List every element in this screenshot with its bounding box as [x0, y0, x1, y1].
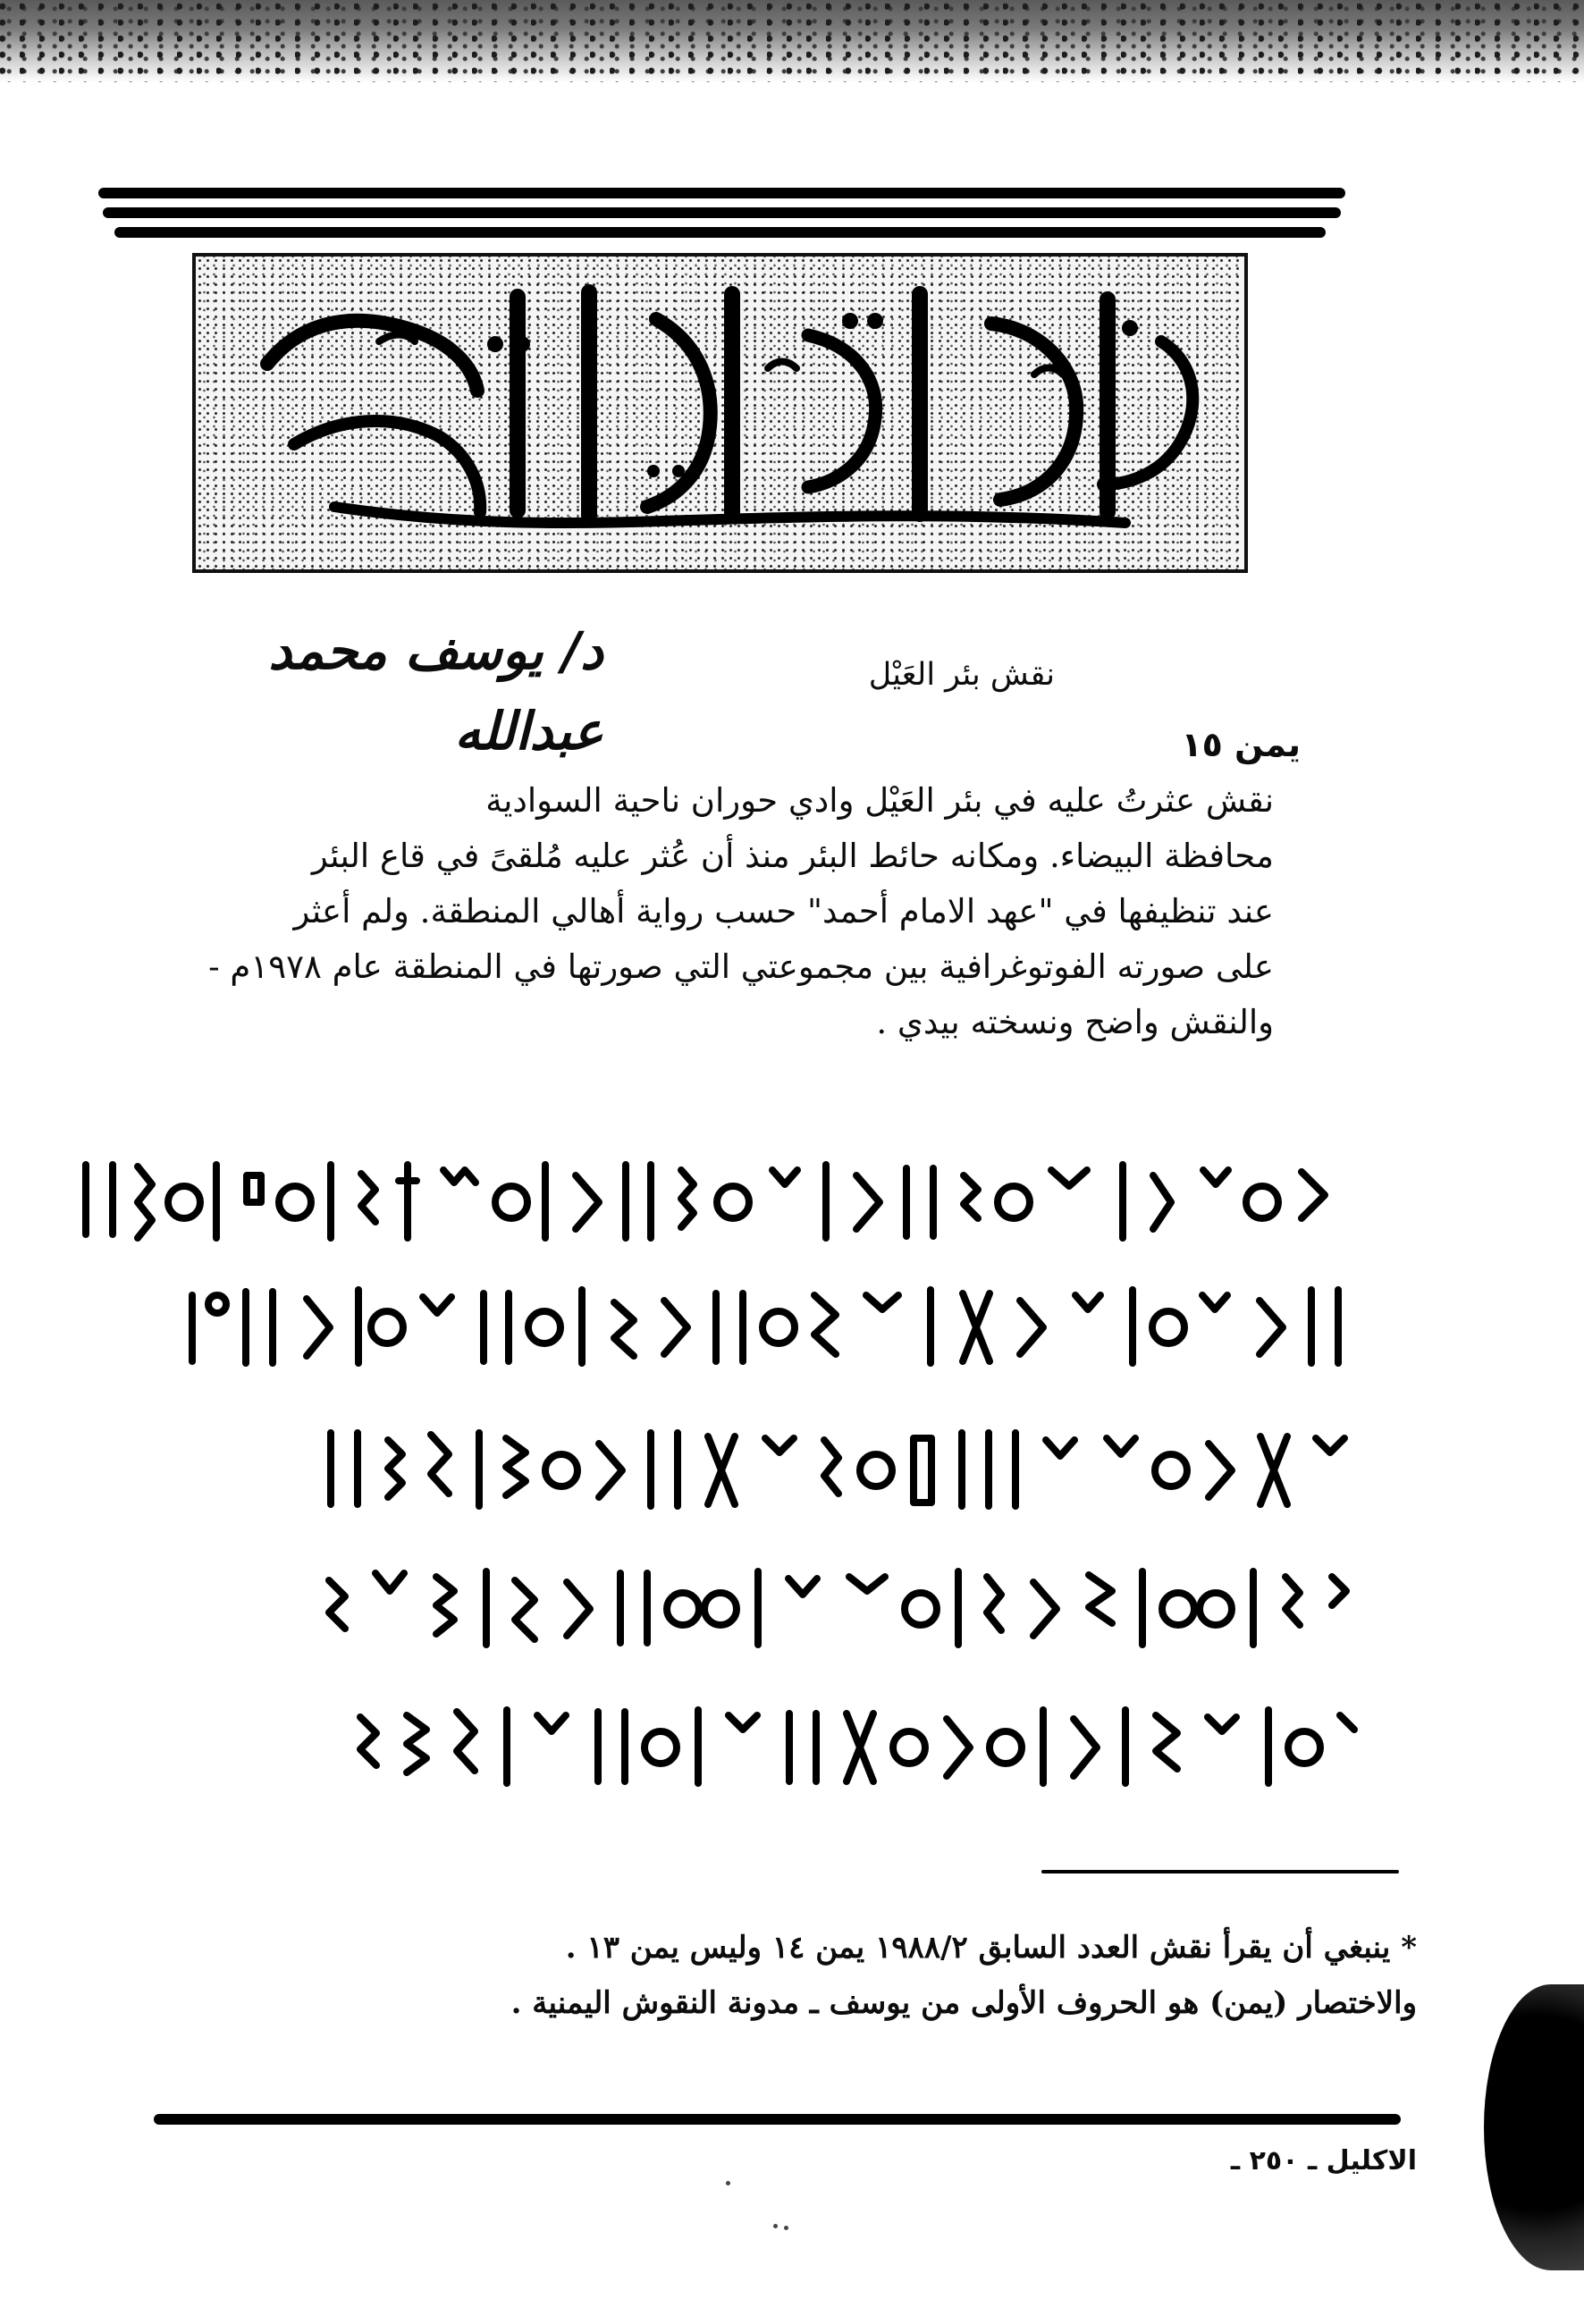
body-line: على صورته الفوتوغرافية بين مجموعتي التي صورتها في المنطقة عام ١٩٧٨م -: [208, 947, 1274, 986]
musnad-inscription-line-4: [311, 1555, 1359, 1663]
top-rule-1: [98, 188, 1345, 198]
top-rule-2: [103, 207, 1341, 218]
footnote-line: والاختصار (يمن) هو الحروف الأولى من يوسف ـ مدونة النقوش اليمنية .: [510, 1985, 1417, 2021]
inscription-glyph-line-4: [311, 1555, 1359, 1663]
footnote-line: * ينبغي أن يقرأ نقش العدد السابق ١٩٨٨/٢ يمن ١٤ وليس يمن ١٣ .: [565, 1930, 1417, 1966]
body-line: عند تنظيفها في "عهد الامام أحمد" حسب رواية أهالي المنطقة. ولم أعثر: [293, 892, 1274, 930]
body-text: [179, 773, 1274, 1050]
inscription-title: نقش بئر العَيْل: [868, 657, 1055, 693]
scan-noise-band: [0, 0, 1584, 82]
inscription-label: يمن ١٥: [1181, 725, 1301, 764]
scan-mark: [726, 2181, 730, 2185]
inscription-glyph-line-3: [315, 1417, 1359, 1524]
body-line: نقش عثرتُ عليه في بئر العَيْل وادي حوران ناحية السوادية: [485, 781, 1274, 820]
musnad-inscription-line-3: [315, 1417, 1359, 1524]
scan-mark: [784, 2226, 788, 2230]
title-banner: [192, 253, 1248, 573]
musnad-inscription-line-5: [344, 1694, 1359, 1801]
inscription-glyph-line-1: [70, 1149, 1361, 1256]
footer-label: الاكليل ـ ٢٥٠ ـ: [1230, 2145, 1417, 2177]
inscription-glyph-line-5: [344, 1694, 1359, 1801]
top-rule-3: [114, 227, 1326, 238]
footnote-separator: [1041, 1870, 1399, 1874]
body-line: محافظة البيضاء. ومكانه حائط البئر منذ أن عُثر عليه مُلقىً في قاع البئر: [311, 837, 1274, 875]
author-name: د/ يوسف محمد عبدالله: [268, 620, 603, 762]
body-line: والنقش واضح ونسخته بيدي .: [876, 1003, 1274, 1041]
scan-mark: [773, 2224, 778, 2228]
calligraphy-title-artwork: [196, 257, 1244, 569]
scan-edge-blot: [1484, 1984, 1584, 2270]
footnote: [232, 1920, 1417, 2031]
musnad-inscription-line-2: [174, 1274, 1359, 1381]
musnad-inscription-line-1: [70, 1149, 1361, 1256]
footer-rule: [154, 2114, 1401, 2125]
inscription-glyph-line-2: [174, 1274, 1359, 1381]
